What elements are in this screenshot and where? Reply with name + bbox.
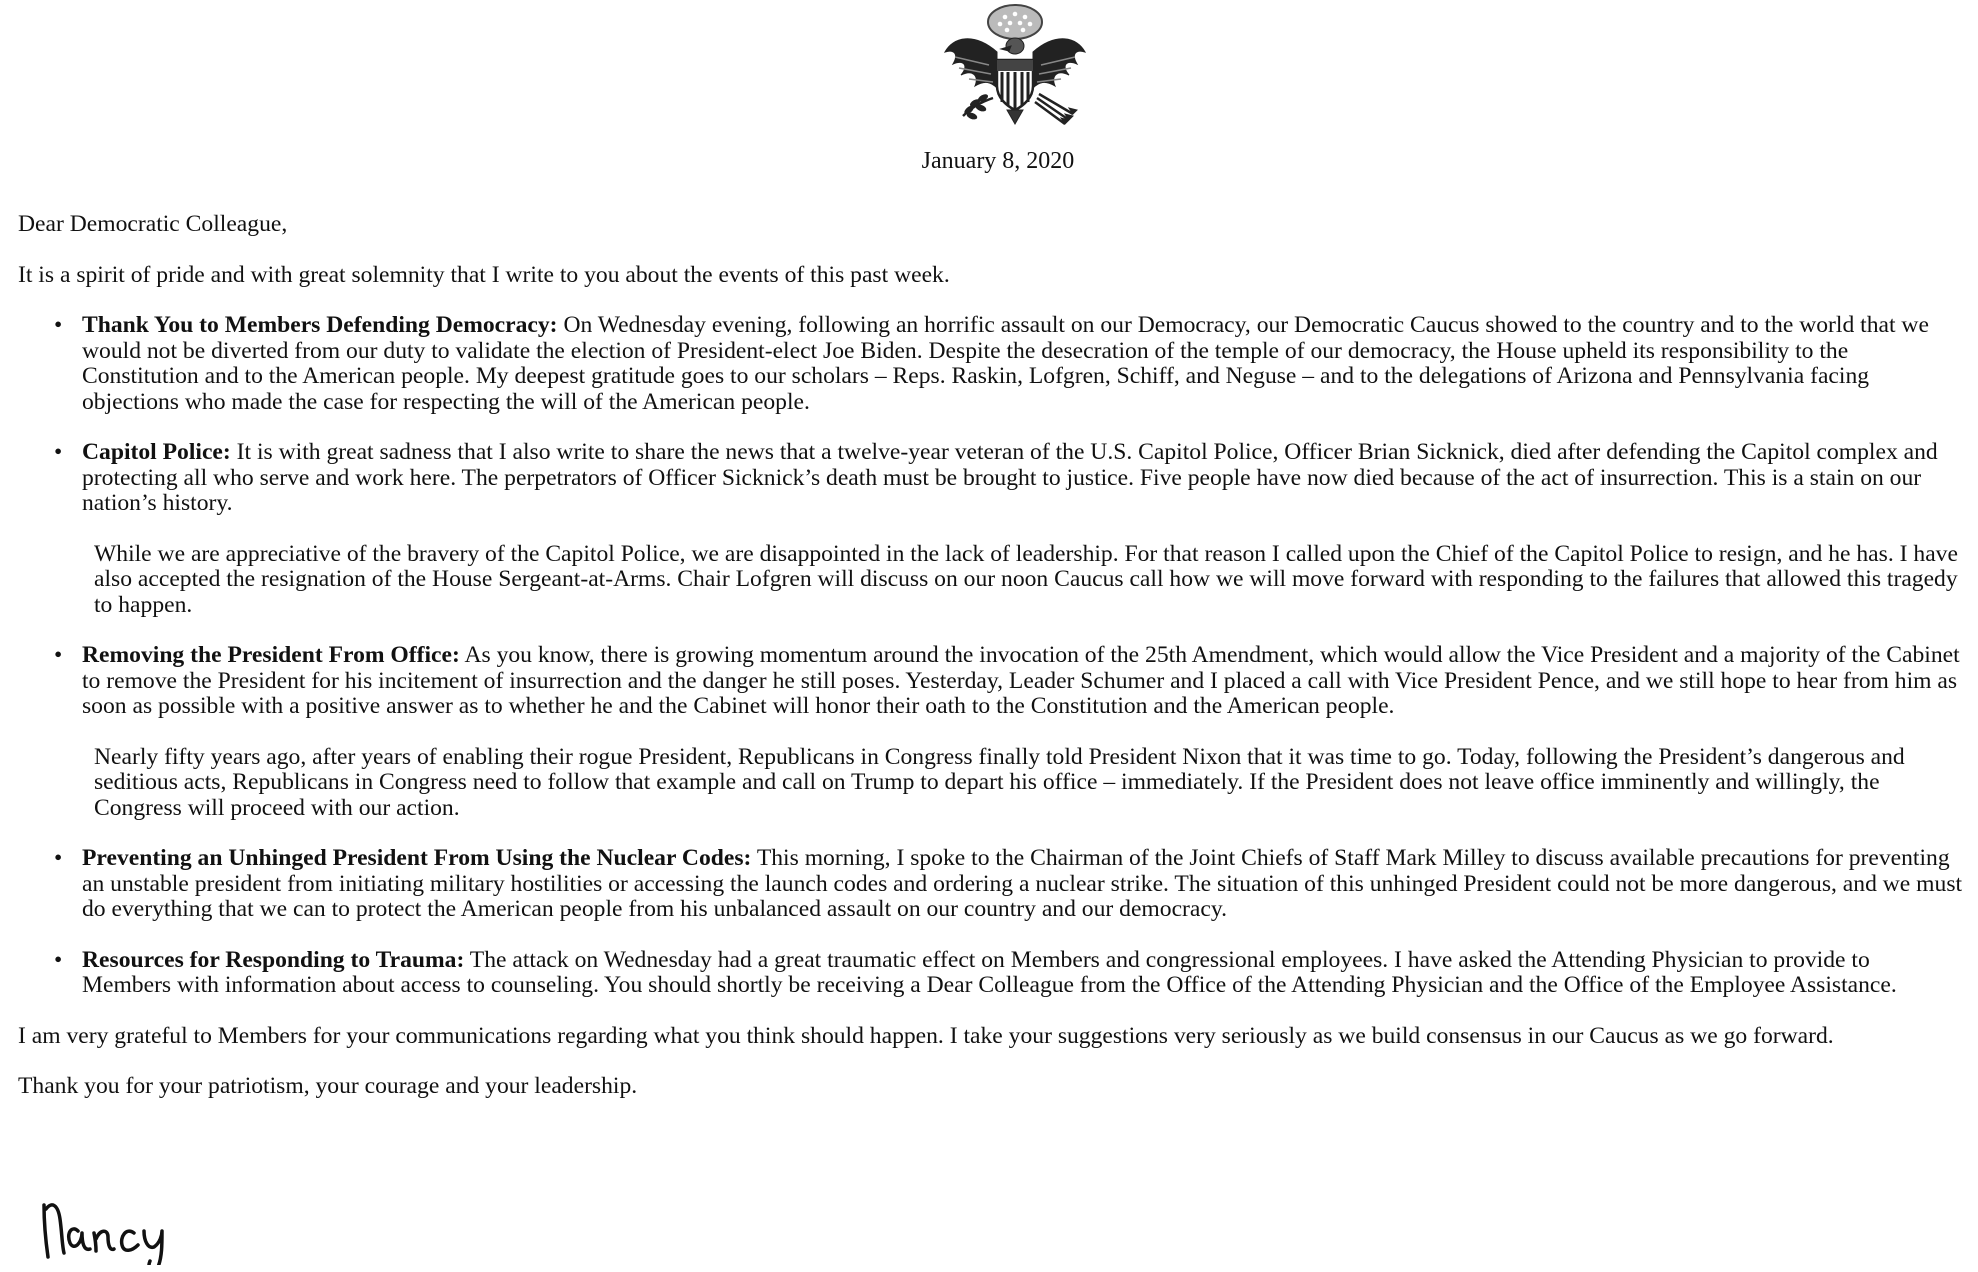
item-text: On Wednesday evening, following an horrific assault on our Democracy, our Democratic Caucus showed to the country and to the world that we would not be diverted from our duty to validate the election of President-elect Joe Biden. Despite the desecration of the temple of our democracy, the House upheld its responsibility to the Constitution and to the American people. My deepest gratitude goes to our scholars – Reps. Raskin, Lofgren, Schiff, and Neguse – and to the delegations of Arizona and Pennsylvania facing objections who made the case for respecting the will of the American people. bbox=[82, 312, 1929, 415]
signature bbox=[38, 1185, 203, 1265]
item-heading: Removing the President From Office: bbox=[82, 642, 460, 668]
eagle-seal-icon bbox=[939, 2, 1089, 129]
list-item bbox=[54, 439, 1963, 517]
bullet-icon: • bbox=[54, 845, 63, 871]
item-heading: Resources for Responding to Trauma: bbox=[82, 946, 465, 973]
bullet-icon: • bbox=[54, 312, 63, 338]
letter-body bbox=[18, 212, 1963, 1125]
topic-list bbox=[18, 643, 1963, 720]
item-text: The attack on Wednesday had a great traumatic effect on Members and congressional employees. I have asked the Attending Physician to provide to Members with information about access to counseling. You should shortly be receiving a Dear Colleague from the Office of the Attending Physician and the Office of the Employee Assistance. bbox=[82, 946, 1897, 998]
letter-date: January 8, 2020 bbox=[921, 148, 1075, 174]
item-text: This morning, I spoke to the Chairman of the Joint Chiefs of Staff Mark Milley to discuss available precautions for preventing an unstable president from initiating military hostilities or accessing the launch codes and ordering a nuclear strike. The situation of this unhinged President could not be more dangerous, and we must do everything that we can to protect the American people from his unbalanced assault on our country and our democracy. bbox=[82, 845, 1963, 922]
list-item bbox=[54, 946, 1963, 999]
list-item bbox=[54, 642, 1963, 720]
item-heading: Capitol Police: bbox=[82, 439, 231, 465]
list-item bbox=[54, 312, 1963, 415]
item-text: As you know, there is growing momentum around the invocation of the 25th Amendment, which would allow the Vice President and a majority of the Cabinet to remove the President for his incitement of insurrection and the danger he still poses. Yesterday, Leader Schumer and I placed a call with Vice President Pence, and we still hope to hear from him as soon as possible with a positive answer as to whether he and the Cabinet will honor their oath to the Constitution and the American people. bbox=[82, 642, 1960, 719]
item-heading: Thank You to Members Defending Democracy: bbox=[82, 312, 558, 338]
capitol-police-followup: While we are appreciative of the bravery of the Capitol Police, we are disappointed in the lack of leadership. For that reason I called upon the Chief of the Capitol Police to resign, and he has. I have also accepted the resignation of the House Sergeant-at-Arms. Chair Lofgren will discuss on our noon Caucus call how we will move forward with responding to the failures that allowed this tragedy to happen. bbox=[94, 540, 1958, 618]
thank-you-line: Thank you for your patriotism, your courage and your leadership. bbox=[18, 1073, 638, 1099]
item-heading: Preventing an Unhinged President From Using the Nuclear Codes: bbox=[82, 845, 752, 871]
topic-list bbox=[18, 313, 1963, 517]
list-item bbox=[54, 845, 1963, 923]
bullet-icon: • bbox=[54, 946, 63, 973]
intro-paragraph: It is a spirit of pride and with great solemnity that I write to you about the events of this past week. bbox=[18, 261, 950, 288]
topic-list bbox=[18, 846, 1963, 999]
removal-followup: Nearly fifty years ago, after years of enabling their rogue President, Republicans in Congress finally told President Nixon that it was time to go. Today, following the President’s dangerous and seditious acts, Republicans in Congress need to follow that example and call on Trump to depart his office – immediately. If the President does not leave office imminently and willingly, the Congress will proceed with our action. bbox=[94, 743, 1905, 821]
bullet-icon: • bbox=[54, 642, 63, 668]
bullet-icon: • bbox=[54, 439, 63, 465]
salutation: Dear Democratic Colleague, bbox=[18, 211, 288, 237]
item-text: It is with great sadness that I also write to share the news that a twelve-year veteran of the U.S. Capitol Police, Officer Brian Sicknick, died after defending the Capitol complex and protecting all who serve and work here. The perpetrators of Officer Sicknick’s death must be brought to justice. Five people have now died because of the act of insurrection. This is a stain on our nation’s history. bbox=[82, 439, 1938, 516]
closing-paragraph: I am very grateful to Members for your communications regarding what you think should happen. I take your suggestions very seriously as we build consensus in our Caucus as we go forward. bbox=[18, 1022, 1834, 1049]
